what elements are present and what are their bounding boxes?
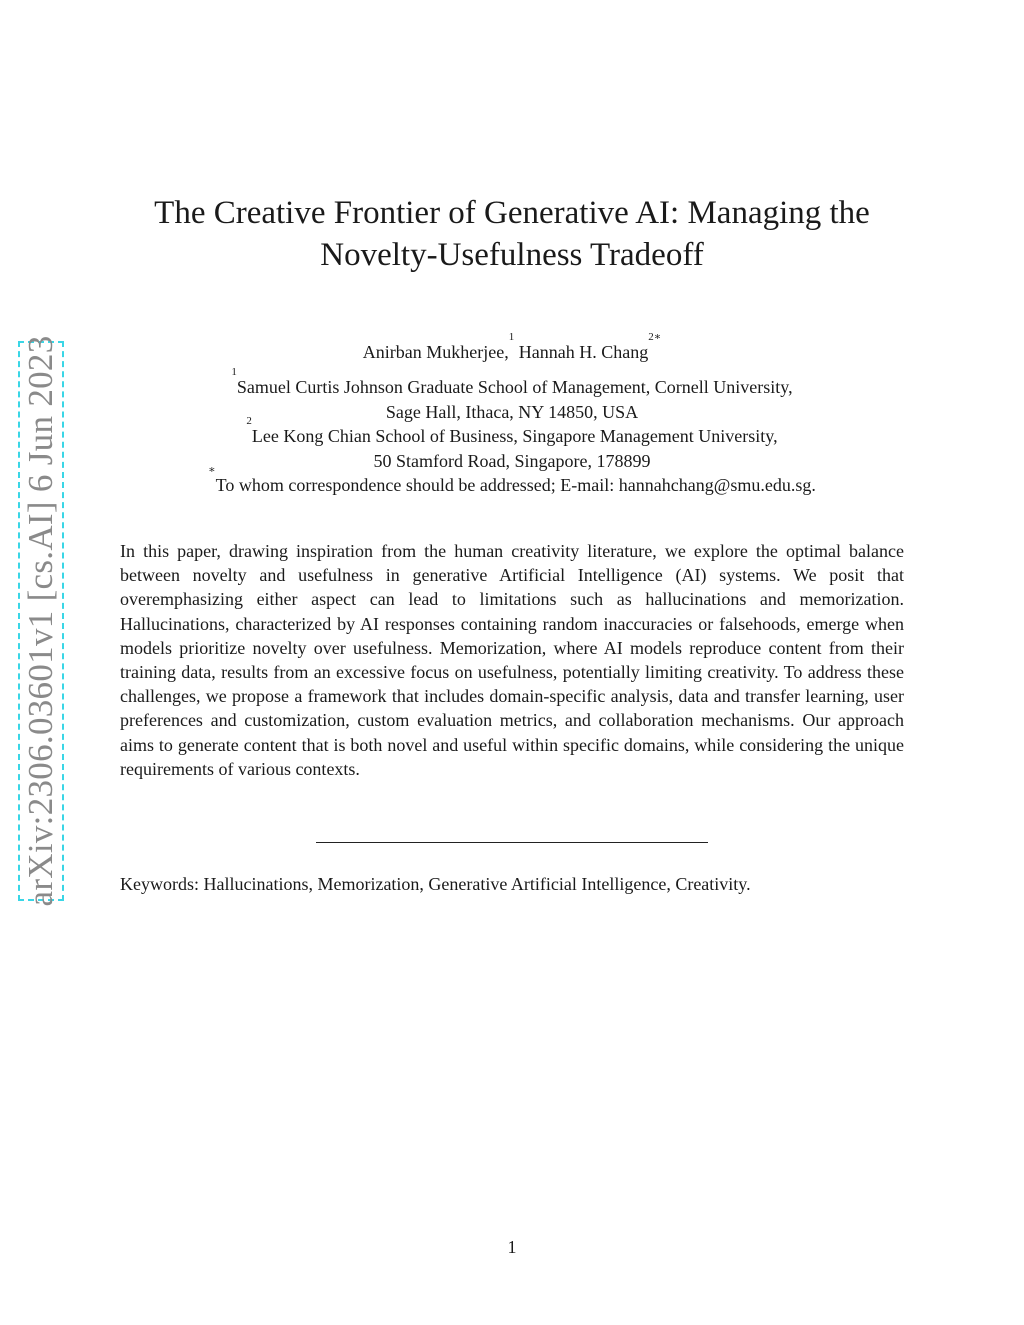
affiliation-1-mark: 1 — [231, 366, 237, 378]
page-number: 1 — [507, 1237, 517, 1257]
correspondence-note — [0, 464, 1024, 498]
paper-title-line-2: Novelty-Usefulness Tradeoff — [320, 237, 704, 273]
author-list — [0, 331, 1024, 364]
abstract-paragraph: In this paper, drawing inspiration from the human creativity literature, we explore the optimal balance between novelty and usefulness in generative Artificial Intelligence (AI) systems. We posit that overemphasizing either aspect can lead to limitations such as hallucinations and memorization. Hallucinations, characterized by AI responses containing random inaccuracies or falsehoods, emerge when models prioritize novelty over usefulness. Memorization, where AI models reproduce content from their training data, results from an excessive focus on usefulness, potentially limiting creativity. To address these challenges, we propose a framework that includes domain-specific analysis, data and transfer learning, user preferences and customization, custom evaluation metrics, and collaboration mechanisms. Our approach aims to generate content that is both novel and useful within specific domains, while considering the unique requirements of various contexts. — [120, 541, 904, 779]
paper-title — [0, 192, 1024, 276]
keywords-line: Keywords: Hallucinations, Memorization, Generative Artificial Intelligence, Creativity. — [120, 874, 751, 894]
paper-title-line-1: The Creative Frontier of Generative AI: Managing the — [154, 195, 870, 231]
correspondence-mark: ∗ — [208, 464, 216, 476]
affiliation-1-line-2: Sage Hall, Ithaca, NY 14850, USA — [385, 401, 639, 422]
section-divider-rule — [316, 842, 708, 843]
affiliation-2-line-1 — [0, 415, 1024, 449]
affiliation-2-text: Lee Kong Chian School of Business, Singapore Management University, — [251, 426, 778, 446]
arxiv-identifier-text: arXiv:2306.03601v1 [cs.AI] 6 Jun 2023 — [21, 335, 60, 907]
affiliation-2-line-2: 50 Stamford Road, Singapore, 178899 — [373, 450, 651, 471]
author-1-name: Anirban Mukherjee, — [362, 342, 509, 362]
author-1-affiliation-mark: 1 — [508, 331, 515, 343]
author-2-name: Hannah H. Chang — [514, 342, 649, 362]
author-2-affiliation-mark: 2∗ — [648, 331, 662, 343]
correspondence-text: To whom correspondence should be addressed; E-mail: hannahchang@smu.edu.sg. — [215, 475, 816, 495]
affiliations-block — [0, 366, 1024, 498]
affiliation-2-mark: 2 — [246, 415, 252, 427]
affiliation-1-line-1 — [0, 366, 1024, 400]
affiliation-1-text: Samuel Curtis Johnson Graduate School of Management, Cornell University, — [236, 377, 793, 397]
